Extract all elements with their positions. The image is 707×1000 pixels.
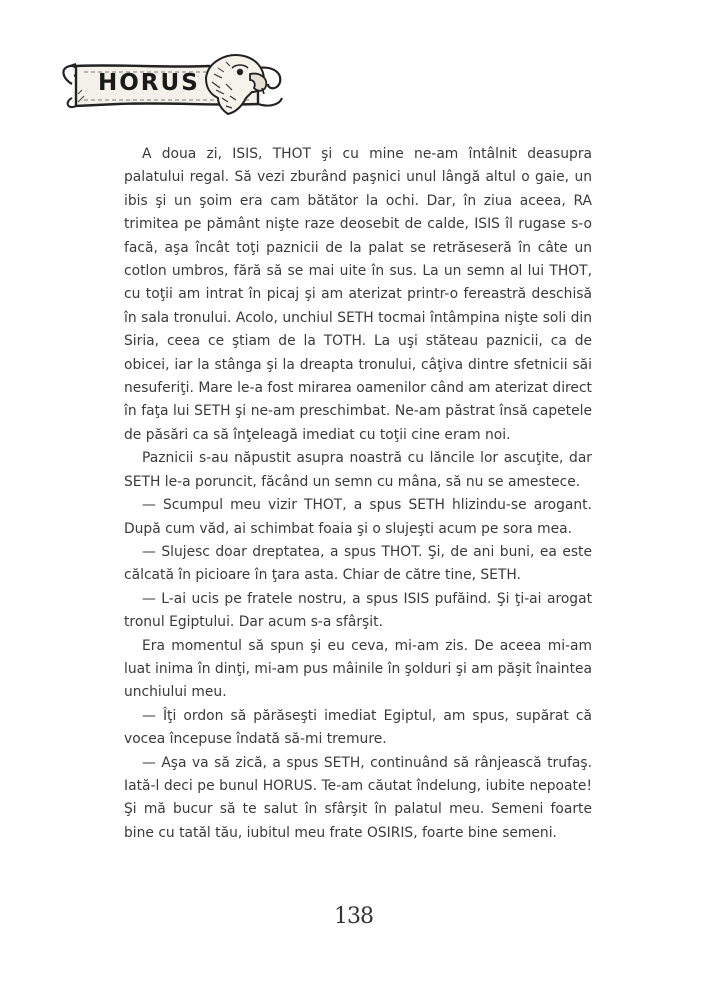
paragraph: Paznicii s-au năpustit asupra noastră cu lăncile lor ascuţite, dar SETH le-a poruncit, făcând un semn cu mâna, să nu se amestece. bbox=[124, 450, 592, 490]
paragraph: Era momentul să spun şi eu ceva, mi-am zis. De aceea mi-am luat inima în dinţi, mi-am pus mâinile în şolduri şi am păşit înaintea unchiului meu. bbox=[124, 637, 592, 701]
paragraph: — Scumpul meu vizir THOT, a spus SETH hlizindu-se arogant. După cum văd, ai schimbat foaia şi o slujeşti acum pe sora mea. bbox=[124, 497, 592, 537]
paragraph: — Slujesc doar dreptatea, a spus THOT. Şi, de ani buni, ea este călcată în picioare în ţara asta. Chiar de către tine, SETH. bbox=[124, 543, 592, 584]
paragraph: — Îţi ordon să părăseşti imediat Egiptul, am spus, supărat că vocea începuse îndată să-mi tremure. bbox=[124, 707, 592, 748]
body-text bbox=[124, 143, 592, 845]
paragraph: A doua zi, ISIS, THOT şi cu mine ne-am întâlnit deasupra palatului regal. Să vezi zburând paşnici unul lângă altul o gaie, un ibis şi un şoim era cam bătător la ochi. Dar, în ziua aceea, RA trimitea pe pământ nişte raze deosebit de calde, ISIS îl rugase s-o facă, aşa încât toţi paznicii de la palat se retrăseseră în câte un cotlon umbros, fără să se mai uite în sus. La un semn al lui THOT, cu toţii am intrat în picaj şi am aterizat printr-o fereastră deschisă în sala tronului. Acolo, unchiul SETH tocmai întâmpina nişte soli din Siria, ceea ce ştiam de la TOTH. La uşi stăteau paznicii, ca de obicei, iar la stânga şi la dreapta tronului, câţiva dintre sfetnicii săi nesuferiţi. Mare le-a fost mirarea oamenilor când am aterizat direct în faţa lui SETH şi ne-am preschimbat. Ne-am păstrat însă capetele de păsări ca să înţeleagă imediat cu toţii cine eram noi. bbox=[124, 146, 592, 443]
chapter-title: HORUS bbox=[98, 70, 200, 96]
page-number: 138 bbox=[334, 904, 373, 929]
chapter-header bbox=[58, 44, 298, 124]
paragraph: — Aşa va să zică, a spus SETH, continuând să rânjească trufaş. Iată-l deci pe bunul HORUS. Te-am căutat îndelung, iubite nepoate! Şi mă bucur să te salut în sfârşit în palatul meu. Semeni foarte bine cu tatăl tău, iubitul meu frate OSIRIS, foarte bine semeni. bbox=[124, 754, 592, 841]
falcon-head-icon bbox=[196, 48, 270, 118]
paragraph: — L-ai ucis pe fratele nostru, a spus ISIS pufăind. Şi ţi-ai arogat tronul Egiptului. Dar acum s-a sfârşit. bbox=[124, 590, 592, 631]
